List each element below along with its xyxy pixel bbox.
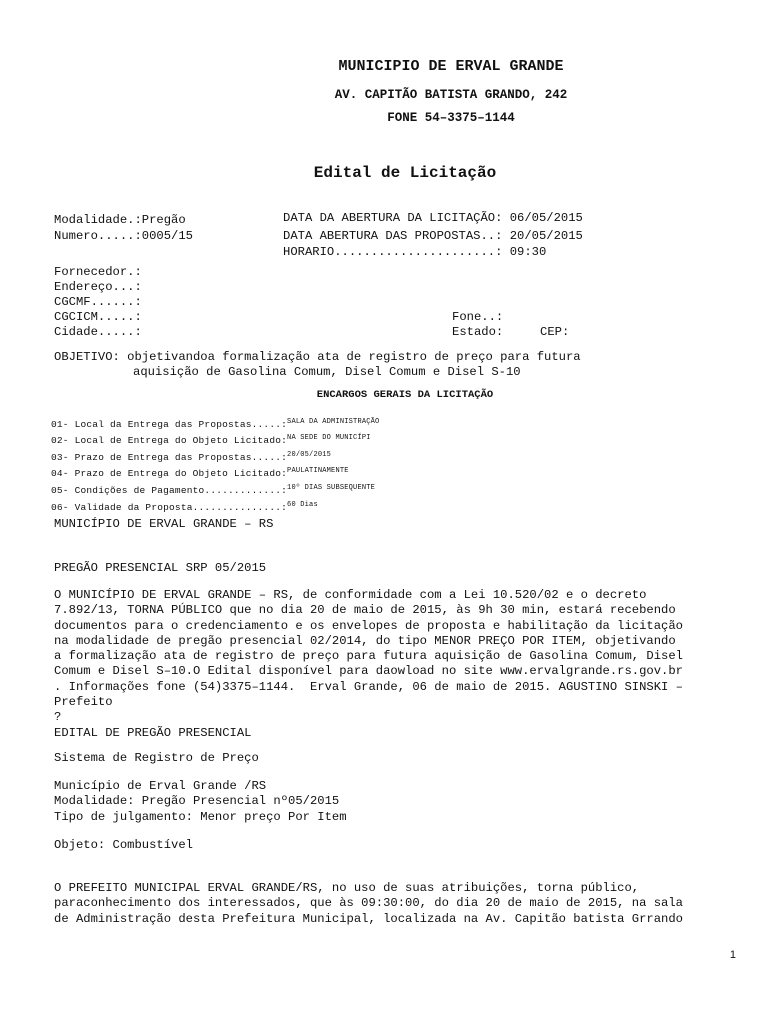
document-title: Edital de Licitação	[313, 164, 497, 182]
encargo-item	[51, 501, 318, 513]
encargo-item	[51, 484, 375, 496]
estado-field: Estado:	[452, 325, 504, 339]
page-number: 1	[729, 949, 736, 961]
numero-field: Numero.....:0005/15	[54, 229, 193, 243]
encargo-label: 03- Prazo de Entrega das Propostas.....:	[51, 452, 288, 463]
abertura-propostas-field: DATA ABERTURA DAS PROPOSTAS..: 20/05/2015	[283, 229, 583, 243]
encargo-value: PAULATINAMENTE	[287, 467, 349, 475]
sistema-line: Sistema de Registro de Preço	[54, 751, 259, 765]
notice-paragraph: O MUNICÍPIO DE ERVAL GRANDE – RS, de conformidade com a Lei 10.520/02 e o decreto 7.892/13, TORNA PÚBLICO que no dia 20 de maio de 2015, às 9h 30 min, estará recebendo documentos para o credenciamento e os envelopes de proposta e habilitação da licitação na modalidade de pregão presencial 02/2014, do tipo MENOR PREÇO POR ITEM, objetivando a formalização ata de registro de preço para futura aquisição de Gasolina Comum, Disel Comum e Disel S–10.O Edital disponível para daowload no site www.ervalgrande.rs.gov.br . Informações fone (54)3375–1144. Erval Grande, 06 de maio de 2015. AGUSTINO SINSKI – Prefeito ? EDITAL DE PREGÃO PRESENCIAL	[54, 588, 683, 740]
encargo-value: 10º DIAS SUBSEQUENTE	[287, 484, 376, 492]
objetivo-line-1: OBJETIVO: objetivandoa formalização ata de registro de preço para futura	[54, 350, 581, 364]
fornecedor-field: Fornecedor.:	[54, 265, 142, 279]
modalidade-field: Modalidade.:Pregão	[54, 213, 186, 227]
encargo-value: NA SEDE DO MUNICÍPI	[287, 434, 371, 442]
municipio-details: Município de Erval Grande /RS Modalidade: Pregão Presencial nº05/2015 Tipo de julgamento: Menor preço Por Item	[54, 779, 347, 824]
encargo-value: 20/05/2015	[287, 451, 332, 459]
cgcmf-field: CGCMF......:	[54, 295, 142, 309]
prefeito-paragraph: O PREFEITO MUNICIPAL ERVAL GRANDE/RS, no uso de suas atribuições, torna público, paraconhecimento dos interessados, que às 09:30:00, do dia 20 de maio de 2015, na sala de Administração desta Prefeitura Municipal, localizada na Av. Capitão batista Grrando	[54, 881, 683, 926]
cgcicm-field: CGCICM.....:	[54, 310, 142, 324]
pregao-srp-line: PREGÃO PRESENCIAL SRP 05/2015	[54, 561, 267, 575]
encargo-value: SALA DA ADMINISTRAÇÃO	[287, 418, 380, 426]
municipio-rs-line: MUNICÍPIO DE ERVAL GRANDE – RS	[54, 517, 274, 531]
cep-field: CEP:	[540, 325, 570, 339]
horario-field: HORARIO......................: 09:30	[283, 245, 547, 259]
encargos-heading: ENCARGOS GERAIS DA LICITAÇÃO	[316, 389, 494, 401]
encargo-label: 04- Prazo de Entrega do Objeto Licitado:	[51, 468, 288, 479]
encargo-label: 05- Condições de Pagamento.............:	[51, 485, 288, 496]
phone-line: FONE 54–3375–1144	[387, 111, 515, 125]
cidade-field: Cidade.....:	[54, 325, 142, 339]
encargo-item	[51, 451, 331, 463]
municipality-heading: MUNICIPIO DE ERVAL GRANDE	[338, 58, 564, 75]
encargo-item	[51, 434, 371, 446]
objetivo-line-2: aquisição de Gasolina Comum, Disel Comum e Disel S-10	[133, 365, 521, 379]
encargo-label: 06- Validade da Proposta...............:	[51, 502, 288, 513]
encargo-label: 02- Local de Entrega do Objeto Licitado:	[51, 435, 288, 446]
fone-field: Fone..:	[452, 310, 504, 324]
address-line: AV. CAPITÃO BATISTA GRANDO, 242	[334, 88, 568, 102]
encargo-item	[51, 418, 379, 430]
abertura-licitacao-field: DATA DA ABERTURA DA LICITAÇÃO: 06/05/2015	[283, 211, 583, 225]
objeto-line: Objeto: Combustível	[54, 838, 193, 852]
encargo-label: 01- Local da Entrega das Propostas.....:	[51, 419, 288, 430]
encargo-item	[51, 467, 349, 479]
encargo-value: 60 Dias	[287, 501, 318, 509]
endereco-field: Endereço...:	[54, 280, 142, 294]
